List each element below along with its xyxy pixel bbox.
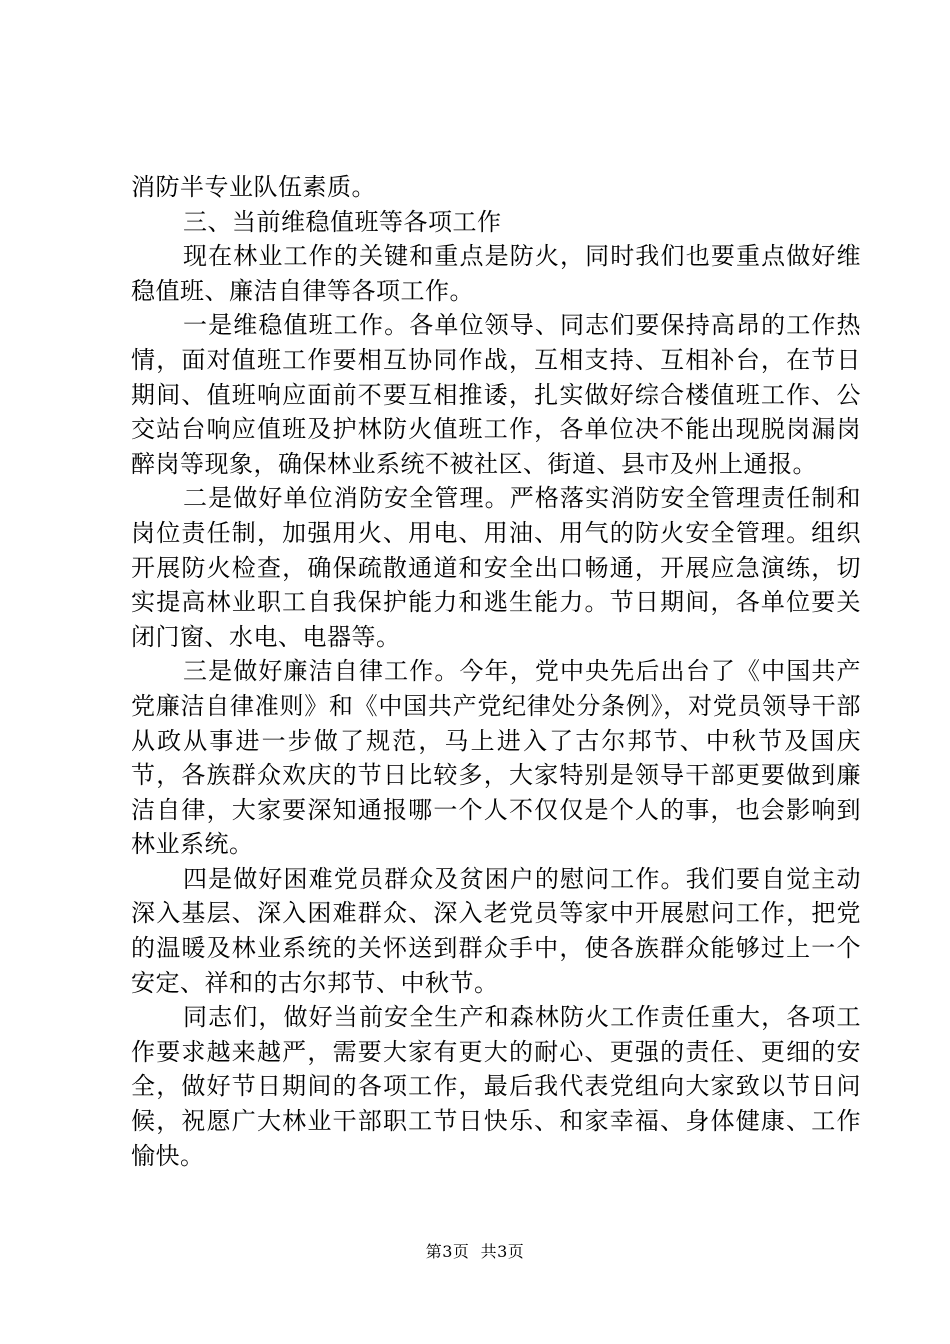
page-number: 第3页 <box>425 1242 470 1261</box>
page-footer <box>0 1242 950 1262</box>
paragraph-7: 四是做好困难党员群众及贫困户的慰问工作。我们要自觉主动深入基层、深入困难群众、深入老党员等家中开展慰问工作，把党的温暖及林业系统的关怀送到群众手中，使各族群众能够过上一个安定、祥和的古尔邦节、中秋节。 <box>131 864 861 997</box>
paragraph-1: 消防半专业队伍素质。 <box>131 173 376 201</box>
paragraph-5: 二是做好单位消防安全管理。严格落实消防安全管理责任制和岗位责任制，加强用火、用电、用油、用气的防火安全管理。组织开展防火检查，确保疏散通道和安全出口畅通，开展应急演练，切实提高林业职工自我保护能力和逃生能力。节日期间，各单位要关闭门窗、水电、电器等。 <box>131 484 861 651</box>
paragraph-4: 一是维稳值班工作。各单位领导、同志们要保持高昂的工作热情，面对值班工作要相互协同作战，互相支持、互相补台，在节日期间、值班响应面前不要互相推诿，扎实做好综合楼值班工作、公交站台响应值班及护林防火值班工作，各单位决不能出现脱岗漏岗醉岗等现象，确保林业系统不被社区、街道、县市及州上通报。 <box>131 311 861 478</box>
paragraph-8: 同志们，做好当前安全生产和森林防火工作责任重大，各项工作要求越来越严，需要大家有更大的耐心、更强的责任、更细的安全，做好节日期间的各项工作，最后我代表党组向大家致以节日问候，祝愿广大林业干部职工节日快乐、和家幸福、身体健康、工作愉快。 <box>131 1003 861 1170</box>
document-body <box>131 170 861 1173</box>
paragraph-3: 现在林业工作的关键和重点是防火，同时我们也要重点做好维稳值班、廉洁自律等各项工作。 <box>131 242 861 305</box>
page-total: 共3页 <box>480 1242 525 1261</box>
paragraph-6: 三是做好廉洁自律工作。今年，党中央先后出台了《中国共产党廉洁自律准则》和《中国共产党纪律处分条例》，对党员领导干部从政从事进一步做了规范，马上进入了古尔邦节、中秋节及国庆节，各族群众欢庆的节日比较多，大家特别是领导干部更要做到廉洁自律，大家要深知通报哪一个人不仅仅是个人的事，也会影响到林业系统。 <box>131 657 861 859</box>
section-heading: 三、当前维稳值班等各项工作 <box>183 207 502 236</box>
